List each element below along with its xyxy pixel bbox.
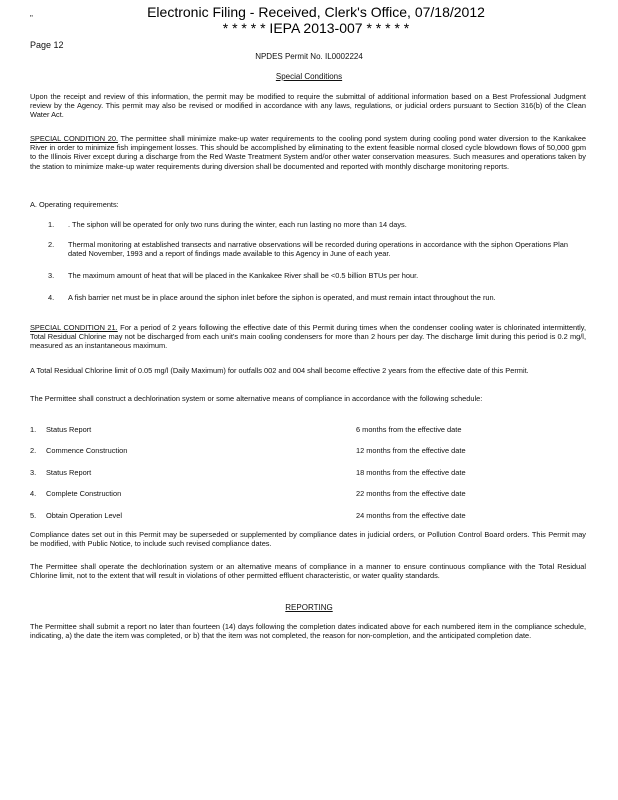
item-number: 3.	[48, 271, 55, 280]
item-text: A fish barrier net must be in place around the siphon inlet before the siphon is operated, and must remain intact throughout the run.	[68, 293, 496, 302]
item-text: Thermal monitoring at established transects and narrative observations will be recorded during operations in accordance with the siphon Operations Plan dated November, 1993 and a report of findings made available to this Agency in June of each year.	[68, 240, 568, 259]
dechlorination-paragraph: The Permittee shall operate the dechlorination system or an alternative means of compliance in a manner to ensure continuous compliance with the Total Residual Chlorine limit, not to the extent that will result in violations of other permitted effluent characteristic, or water quality standards.	[30, 562, 586, 581]
schedule-number: 3.	[30, 468, 37, 477]
intro-paragraph: Upon the receipt and review of this information, the permit may be modified to require the submittal of additional information based on a Best Professional Judgment review by the Agency. This permit may also be revised or modified in accordance with any laws, regulations, or judicial orders pursuant to Section 316(b) of the Clean Water Act.	[30, 92, 586, 120]
schedule-number: 4.	[30, 489, 37, 498]
special-conditions-heading: Special Conditions	[275, 72, 343, 81]
item-number: 1.	[48, 220, 55, 229]
schedule-time: 22 months from the effective date	[356, 489, 466, 498]
schedule-time: 18 months from the effective date	[356, 468, 466, 477]
schedule-intro: The Permittee shall construct a dechlorination system or some alternative means of compliance in accordance with the following schedule:	[30, 394, 483, 403]
reporting-paragraph: The Permittee shall submit a report no later than fourteen (14) days following the completion dates indicated above for each numbered item in the compliance schedule, indicating, a) the date the item was completed, or b) that the item was not completed, the reason for non-completion, and the anticipated completion date.	[30, 622, 586, 641]
item-number: 2.	[48, 240, 55, 249]
sc21-text: For a period of 2 years following the effective date of this Permit during times when the condenser cooling water is chlorinated intermittently, Total Residual Chlorine may not be discharged from each unit's main cooling condensers for more than 2 hours per day. The discharge limit during this period is 0.2 mg/l, measured as an instantaneous maximum.	[30, 323, 587, 351]
schedule-task: Complete Construction	[46, 489, 122, 498]
item-text: . The siphon will be operated for only two runs during the winter, each run lasting no more than 14 days.	[68, 220, 407, 229]
trc-paragraph: A Total Residual Chlorine limit of 0.05 mg/l (Daily Maximum) for outfalls 002 and 004 shall become effective 2 years from the effective date of this Permit.	[30, 366, 529, 375]
special-condition-21	[30, 323, 586, 351]
schedule-task: Obtain Operation Level	[46, 511, 123, 520]
schedule-number: 1.	[30, 425, 37, 434]
compliance-dates-paragraph: Compliance dates set out in this Permit may be superseded or supplemented by compliance dates in judicial orders, or Pollution Control Board orders. This Permit may be modified, with Public Notice, to include such revised compliance dates.	[30, 530, 586, 549]
schedule-time: 24 months from the effective date	[356, 511, 466, 520]
reporting-heading: REPORTING	[285, 603, 333, 612]
schedule-number: 5.	[30, 511, 37, 520]
schedule-task: Status Report	[46, 468, 92, 477]
sc21-label: SPECIAL CONDITION 21.	[30, 323, 118, 332]
schedule-time: 6 months from the effective date	[356, 425, 462, 434]
special-condition-20	[30, 134, 586, 171]
schedule-number: 2.	[30, 446, 37, 455]
filing-stamp-line2: * * * * * IEPA 2013-007 * * * * *	[222, 20, 410, 36]
schedule-task: Commence Construction	[46, 446, 128, 455]
item-text: The maximum amount of heat that will be placed in the Kankakee River shall be <0.5 billion BTUs per hour.	[68, 271, 419, 280]
corner-mark: "	[30, 14, 33, 23]
filing-stamp-line1: Electronic Filing - Received, Clerk's Office, 07/18/2012	[147, 4, 485, 20]
page-number: Page 12	[30, 40, 64, 50]
operating-requirements-label: A. Operating requirements:	[30, 200, 119, 209]
sc20-text: The permittee shall minimize make-up water requirements to the cooling pond system during cooling pond water diversion to the Kankakee River in order to minimize fish impingement losses. This should be accomplished by eliminating to the extent feasible normal closed cycle blowdown flows of 50,000 gpm to the Illinois River except during a discharge from the Red Waste Treatment System and/or other water conservation measures. Such measures and operations taken by the station to minimize make-up water requirements during diversion shall be documented and reported with monthly discharge monitoring reports.	[30, 134, 587, 171]
sc20-label: SPECIAL CONDITION 20.	[30, 134, 119, 143]
schedule-time: 12 months from the effective date	[356, 446, 466, 455]
item-number: 4.	[48, 293, 55, 302]
permit-number: NPDES Permit No. IL0002224	[255, 52, 363, 61]
schedule-task: Status Report	[46, 425, 92, 434]
